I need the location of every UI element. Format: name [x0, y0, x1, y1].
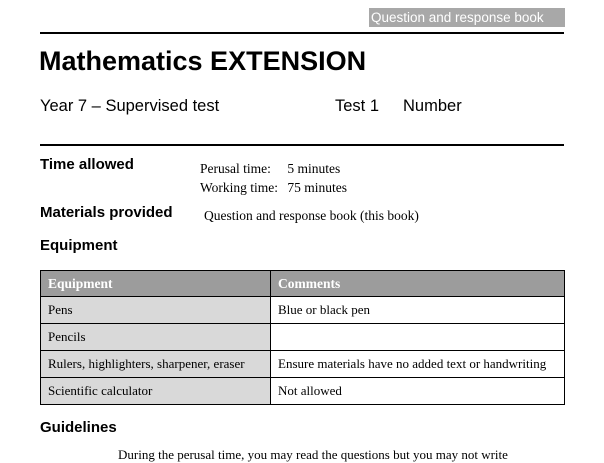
subtitle-year-test: Year 7 – Supervised test	[40, 97, 220, 115]
comment-cell	[271, 324, 565, 351]
comment-cell: Blue or black pen	[271, 297, 565, 324]
materials-provided-label: Materials provided	[40, 204, 173, 221]
comment-cell: Not allowed	[271, 378, 565, 405]
equipment-column-header: Equipment	[41, 271, 271, 297]
working-time-row	[200, 178, 347, 197]
perusal-time-label: Perusal time:	[200, 161, 271, 176]
materials-provided-value: Question and response book (this book)	[204, 208, 419, 223]
table-row	[41, 324, 565, 351]
equipment-cell: Scientific calculator	[41, 378, 271, 405]
equipment-table	[40, 270, 565, 405]
book-type-banner: Question and response book	[369, 8, 565, 27]
comments-column-header: Comments	[271, 271, 565, 297]
equipment-heading: Equipment	[40, 237, 118, 254]
working-time-label: Working time:	[200, 180, 279, 195]
time-allowed-label: Time allowed	[40, 156, 134, 173]
equipment-cell: Pens	[41, 297, 271, 324]
equipment-cell: Rulers, highlighters, sharpener, eraser	[41, 351, 271, 378]
test-number: Test 1	[335, 97, 380, 115]
time-allowed-values	[200, 159, 347, 197]
top-horizontal-rule	[40, 32, 564, 34]
guidelines-first-item-cutoff: During the perusal time, you may read the questions but you may not write	[118, 447, 508, 462]
table-row	[41, 351, 565, 378]
perusal-time-row	[200, 159, 347, 178]
guidelines-heading: Guidelines	[40, 419, 117, 436]
working-time-value: 75 minutes	[287, 180, 347, 195]
test-topic: Number	[403, 97, 462, 115]
table-row	[41, 378, 565, 405]
page-title: Mathematics EXTENSION	[39, 46, 367, 76]
comment-cell: Ensure materials have no added text or handwriting	[271, 351, 565, 378]
equipment-cell: Pencils	[41, 324, 271, 351]
table-row	[41, 297, 565, 324]
table-header-row	[41, 271, 565, 297]
section-horizontal-rule	[40, 144, 564, 146]
perusal-time-value: 5 minutes	[287, 161, 341, 176]
